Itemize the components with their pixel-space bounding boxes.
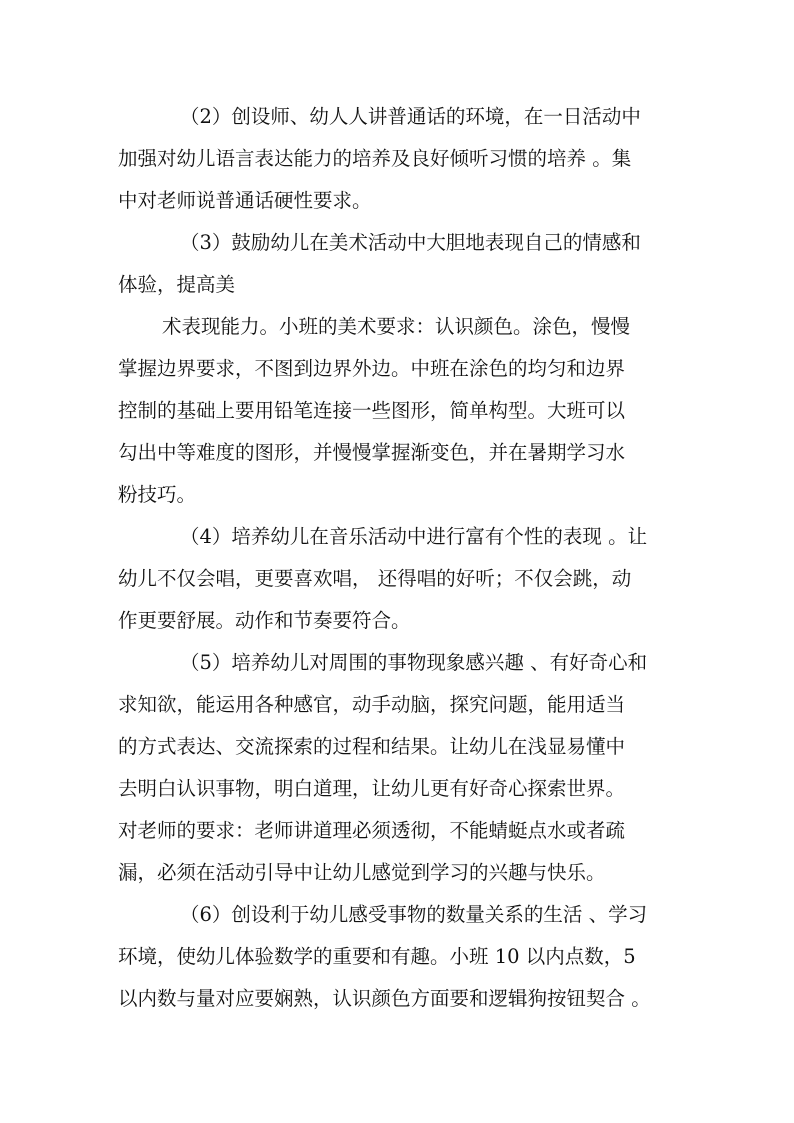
paragraph-2-line-2: 加强对幼儿语言表达能力的培养及良好倾听习惯的培养 。集 xyxy=(118,147,632,170)
paragraph-2-line-1: （2）创设师、幼人人讲普通话的环境，在一日活动中 xyxy=(180,105,641,128)
paragraph-6-line-1: （6）创设利于幼儿感受事物的数量关系的生活 、学习 xyxy=(180,903,648,926)
paragraph-3-line-6: 勾出中等难度的图形，并慢慢掌握渐变色，并在暑期学习水 xyxy=(118,441,626,464)
paragraph-3-line-5: 控制的基础上要用铅笔连接一些图形，简单构型。大班可以 xyxy=(118,399,626,422)
paragraph-6-line-3: 以内数与量对应要娴熟，认识颜色方面要和逻辑狗按钮契合 。 xyxy=(118,987,651,1010)
paragraph-3-line-7: 粉技巧。 xyxy=(118,483,197,506)
paragraph-5-line-5: 对老师的要求：老师讲道理必须透彻，不能蜻蜓点水或者疏 xyxy=(118,819,626,842)
paragraph-4-line-2: 幼儿不仅会唱，更要喜欢唱， 还得唱的好听；不仅会跳，动 xyxy=(118,567,632,590)
paragraph-5-line-6: 漏，必须在活动引导中让幼儿感觉到学习的兴趣与快乐。 xyxy=(118,861,606,884)
paragraph-3-line-2: 体验，提高美 xyxy=(118,273,236,296)
paragraph-6-line-2: 环境，使幼儿体验数学的重要和有趣。小班 10 以内点数，5 xyxy=(118,945,636,968)
paragraph-4-line-3: 作更要舒展。动作和节奏要符合。 xyxy=(118,609,411,632)
paragraph-5-line-3: 的方式表达、交流探索的过程和结果。让幼儿在浅显易懂中 xyxy=(118,735,626,758)
paragraph-3-line-3: 术表现能力。小班的美术要求：认识颜色。涂色，慢慢 xyxy=(162,315,631,338)
paragraph-5-line-1: （5）培养幼儿对周围的事物现象感兴趣 、有好奇心和 xyxy=(180,651,648,674)
paragraph-3-line-4: 掌握边界要求，不图到边界外边。中班在涂色的均匀和边界 xyxy=(118,357,626,380)
paragraph-2-line-3: 中对老师说普通话硬性要求。 xyxy=(118,189,372,212)
paragraph-5-line-2: 求知欲，能运用各种感官，动手动脑，探究问题，能用适当 xyxy=(118,693,626,716)
paragraph-4-line-1: （4）培养幼儿在音乐活动中进行富有个性的表现 。让 xyxy=(180,525,648,548)
paragraph-3-line-1: （3）鼓励幼儿在美术活动中大胆地表现自己的情感和 xyxy=(180,231,641,254)
paragraph-5-line-4: 去明白认识事物，明白道理，让幼儿更有好奇心探索世界。 xyxy=(118,777,626,800)
